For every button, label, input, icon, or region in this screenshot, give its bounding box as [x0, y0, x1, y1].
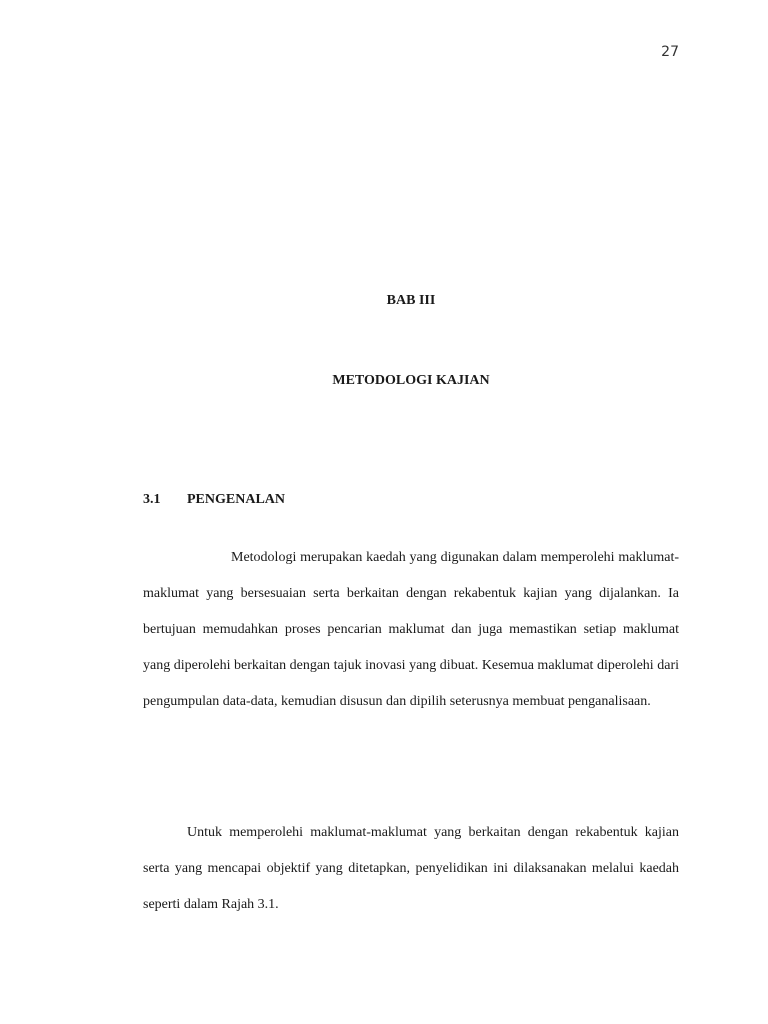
section-title: PENGENALAN: [187, 492, 286, 507]
chapter-label: BAB III: [386, 293, 436, 308]
section-number: 3.1: [143, 492, 161, 507]
body-paragraph: Metodologi merupakan kaedah yang digunakan dalam memperolehi maklumat-maklumat yang bersesuaian serta berkaitan dengan rekabentuk kajian yang dijalankan. Ia bertujuan memudahkan proses pencarian maklumat dan juga memastikan setiap maklumat yang diperolehi berkaitan dengan tajuk inovasi yang dibuat. Kesemua maklumat diperolehi dari pengumpulan data-data, kemudian disusun dan dipilih seterusnya membuat penganalisaan.: [143, 550, 679, 709]
body-paragraph: Untuk memperolehi maklumat-maklumat yang berkaitan dengan rekabentuk kajian serta yang mencapai objektif yang ditetapkan, penyelidikan ini dilaksanakan melalui kaedah seperti dalam Rajah 3.1.: [143, 825, 679, 912]
page-number: 27: [661, 44, 679, 60]
section-heading: [143, 492, 285, 508]
chapter-title: METODOLOGI KAJIAN: [332, 373, 490, 388]
